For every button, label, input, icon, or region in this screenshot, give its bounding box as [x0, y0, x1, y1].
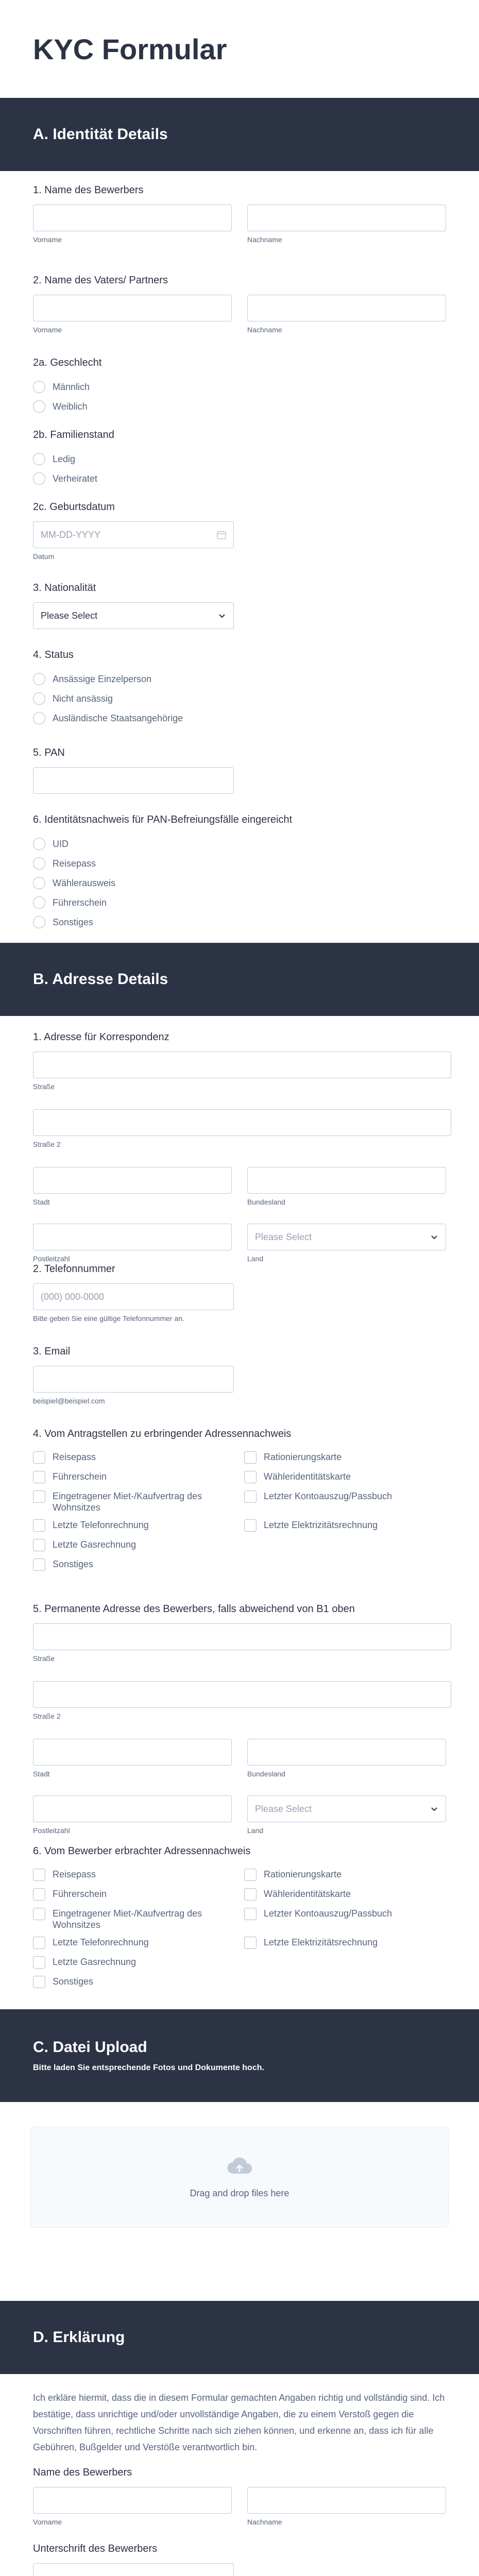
section-d-body [0, 2374, 479, 2576]
b1-city-input[interactable] [33, 1167, 232, 1194]
radio-label: Wählerausweis [53, 877, 116, 888]
b5-street2-sublabel: Straße 2 [33, 1712, 61, 1720]
checkbox-label: Letzte Elektrizitätsrechnung [264, 1520, 378, 1530]
a1-last-name-input[interactable] [247, 205, 446, 231]
checkbox[interactable] [244, 1451, 256, 1464]
radio-circle[interactable] [33, 381, 45, 393]
b3-question [33, 1346, 446, 1428]
checkbox-option[interactable] [33, 1487, 244, 1516]
checkbox-option[interactable] [33, 1516, 244, 1536]
section-b-body [0, 1016, 479, 2009]
radio-circle[interactable] [33, 400, 45, 413]
b1-street-input[interactable] [33, 1052, 451, 1078]
checkbox-label: Letzte Gasrechnung [53, 1957, 136, 1967]
radio-option[interactable] [33, 469, 446, 488]
upload-text: Drag and drop files here [190, 2188, 289, 2198]
a2a-question [33, 357, 446, 429]
radio-label: Ansässige Einzelperson [53, 673, 152, 684]
radio-label: Verheiratet [53, 473, 98, 484]
a4-label: 4. Status [33, 649, 74, 660]
a1-first-sublabel: Vorname [33, 235, 62, 244]
section-c-body [0, 2102, 479, 2301]
radio-circle[interactable] [33, 673, 45, 685]
checkbox[interactable] [244, 1519, 256, 1532]
checkbox-option[interactable] [244, 1468, 455, 1487]
checkbox[interactable] [33, 1908, 45, 1920]
chevron-down-icon [430, 1233, 438, 1241]
d-last-name-input[interactable] [247, 2487, 446, 2514]
phone-sublabel: Bitte geben Sie eine gültige Telefonnummer an. [33, 1314, 184, 1323]
b5-zip-sublabel: Postleitzahl [33, 1826, 70, 1835]
checkbox-option[interactable] [33, 1536, 244, 1555]
a2a-label: 2a. Geschlecht [33, 357, 102, 368]
b1-street2-input[interactable] [33, 1109, 451, 1136]
checkbox[interactable] [33, 1956, 45, 1969]
checkbox-label: Letzte Telefonrechnung [53, 1937, 149, 1947]
b5-country-select[interactable] [247, 1795, 446, 1822]
b1-street-sublabel: Straße [33, 1082, 55, 1091]
checkbox-option[interactable] [244, 1934, 455, 1953]
checkbox-option[interactable] [244, 1866, 455, 1885]
checkbox-option[interactable] [33, 1885, 244, 1905]
b5-street-sublabel: Straße [33, 1654, 55, 1663]
d-first-name-input[interactable] [33, 2487, 232, 2514]
b1-state-input[interactable] [247, 1167, 446, 1194]
radio-circle[interactable] [33, 453, 45, 465]
section-a-header [0, 98, 479, 171]
a6-question [33, 814, 446, 943]
radio-circle[interactable] [33, 896, 45, 909]
section-b-header [0, 943, 479, 1016]
b5-city-input[interactable] [33, 1739, 232, 1766]
radio-circle[interactable] [33, 838, 45, 850]
radio-label: Sonstiges [53, 917, 94, 927]
radio-option[interactable] [33, 689, 446, 708]
b5-state-sublabel: Bundesland [247, 1770, 285, 1778]
b5-label: 5. Permanente Adresse des Bewerbers, falls abweichend von B1 oben [33, 1603, 355, 1615]
checkbox[interactable] [33, 1558, 45, 1571]
radio-label: Ledig [53, 453, 76, 464]
d-last-sublabel: Nachname [247, 2518, 282, 2526]
b5-street2-input[interactable] [33, 1681, 451, 1708]
b1-country-placeholder: Please Select [255, 1231, 312, 1242]
a1-question [33, 184, 446, 275]
b1-question [33, 1031, 446, 1263]
email-sublabel: beispiel@beispiel.com [33, 1397, 105, 1405]
checkbox-option[interactable] [33, 1555, 244, 1575]
a2-question [33, 275, 446, 357]
b2-label: 2. Telefonnummer [33, 1263, 115, 1275]
b5-country-sublabel: Land [247, 1826, 264, 1835]
checkbox-label: Rationierungskarte [264, 1869, 342, 1879]
checkbox-option[interactable] [244, 1885, 455, 1905]
checkbox-option[interactable] [33, 1866, 244, 1885]
cloud-upload-icon [226, 2156, 253, 2177]
b1-street2-sublabel: Straße 2 [33, 1140, 61, 1148]
a6-label: 6. Identitätsnachweis für PAN-Befreiungsfälle eingereicht [33, 814, 293, 825]
checkbox-label: Letzte Gasrechnung [53, 1539, 136, 1550]
signature-pad[interactable] [33, 2563, 234, 2576]
checkbox-label: Letzte Elektrizitätsrechnung [264, 1937, 378, 1947]
checkbox-option[interactable] [33, 1448, 244, 1468]
b4-question [33, 1428, 446, 1603]
b5-country-placeholder: Please Select [255, 1803, 312, 1814]
checkbox[interactable] [244, 1908, 256, 1920]
a5-label: 5. PAN [33, 747, 65, 758]
radio-label: Weiblich [53, 401, 88, 412]
a1-last-sublabel: Nachname [247, 235, 282, 244]
checkbox-label: Letzte Telefonrechnung [53, 1520, 149, 1530]
a2-first-name-input[interactable] [33, 295, 232, 321]
b1-country-sublabel: Land [247, 1255, 264, 1263]
b6-label: 6. Vom Bewerber erbrachter Adressennachweis [33, 1845, 251, 1857]
radio-option[interactable] [33, 893, 446, 912]
b1-state-sublabel: Bundesland [247, 1198, 285, 1206]
section-d-title: D. Erklärung [33, 2329, 125, 2346]
page-title: KYC Formular [33, 33, 227, 65]
section-c-subtitle: Bitte laden Sie entsprechende Fotos und Dokumente hoch. [33, 2063, 264, 2072]
checkbox-label: Letzter Kontoauszug/Passbuch [264, 1908, 392, 1919]
radio-circle[interactable] [33, 877, 45, 889]
a5-question [33, 747, 446, 814]
radio-option[interactable] [33, 377, 446, 397]
checkbox[interactable] [244, 1869, 256, 1881]
checkbox-label: Wähleridentitätskarte [264, 1889, 351, 1899]
a2-last-name-input[interactable] [247, 295, 446, 321]
section-c-header [0, 2009, 479, 2102]
section-d-header [0, 2301, 479, 2374]
a4-question [33, 649, 446, 747]
radio-option[interactable] [33, 449, 446, 469]
phone-input[interactable] [33, 1283, 234, 1310]
calendar-icon[interactable] [216, 530, 227, 540]
b5-question [33, 1603, 446, 1845]
section-b-title: B. Adresse Details [33, 971, 168, 988]
radio-option[interactable] [33, 854, 446, 873]
b5-street-input[interactable] [33, 1623, 451, 1650]
a2-last-sublabel: Nachname [247, 326, 282, 334]
a1-label: 1. Name des Bewerbers [33, 184, 144, 196]
birthdate-sublabel: Datum [33, 552, 55, 561]
b2-question [33, 1263, 446, 1346]
chevron-down-icon [218, 612, 226, 620]
checkbox[interactable] [33, 1539, 45, 1551]
checkbox[interactable] [244, 1490, 256, 1503]
nationality-select[interactable] [33, 602, 234, 629]
checkbox-option[interactable] [244, 1487, 455, 1516]
checkbox[interactable] [33, 1869, 45, 1881]
radio-label: Ausländische Staatsangehörige [53, 713, 183, 723]
checkbox-option[interactable] [244, 1448, 455, 1468]
checkbox-option[interactable] [244, 1905, 455, 1934]
b3-label: 3. Email [33, 1346, 71, 1357]
radio-label: Männlich [53, 381, 90, 392]
checkbox-label: Führerschein [53, 1471, 107, 1482]
checkbox-label: Reisepass [53, 1869, 96, 1879]
d-first-sublabel: Vorname [33, 2518, 62, 2526]
nationality-selected-value: Please Select [41, 610, 98, 621]
b1-zip-input[interactable] [33, 1224, 232, 1250]
checkbox-option[interactable] [33, 1934, 244, 1953]
radio-option[interactable] [33, 708, 446, 728]
checkbox-label: Eingetragener Miet-/Kaufvertrag des Wohnsitzes [53, 1491, 202, 1513]
b5-state-input[interactable] [247, 1739, 446, 1766]
radio-label: Reisepass [53, 858, 96, 869]
checkbox-option[interactable] [33, 1905, 244, 1934]
section-a-title: A. Identität Details [33, 126, 168, 143]
checkbox-label: Sonstiges [53, 1559, 94, 1569]
checkbox[interactable] [33, 1888, 45, 1901]
radio-circle[interactable] [33, 916, 45, 928]
checkbox-label: Sonstiges [53, 1976, 94, 1987]
a3-label: 3. Nationalität [33, 582, 96, 594]
radio-circle[interactable] [33, 712, 45, 724]
radio-circle[interactable] [33, 857, 45, 870]
checkbox[interactable] [33, 1490, 45, 1503]
a3-question [33, 582, 446, 649]
checkbox-option[interactable] [33, 1973, 244, 1992]
checkbox-label: Führerschein [53, 1889, 107, 1899]
checkbox-label: Eingetragener Miet-/Kaufvertrag des Wohnsitzes [53, 1908, 202, 1930]
a2-label: 2. Name des Vaters/ Partners [33, 275, 168, 286]
checkbox[interactable] [244, 1888, 256, 1901]
checkbox[interactable] [33, 1519, 45, 1532]
b6-question [33, 1845, 446, 2009]
radio-label: Führerschein [53, 897, 107, 908]
checkbox-label: Wähleridentitätskarte [264, 1471, 351, 1482]
radio-circle[interactable] [33, 472, 45, 485]
d-name-label: Name des Bewerbers [33, 2467, 132, 2478]
radio-option[interactable] [33, 873, 446, 893]
checkbox[interactable] [33, 1451, 45, 1464]
birthdate-field [33, 521, 234, 561]
b1-country-select[interactable] [247, 1224, 446, 1250]
b4-checkbox-grid [33, 1448, 446, 1575]
b4-label: 4. Vom Antragstellen zu erbringender Adressennachweis [33, 1428, 292, 1439]
radio-label: Nicht ansässig [53, 693, 113, 704]
email-input[interactable] [33, 1366, 234, 1393]
b1-zip-sublabel: Postleitzahl [33, 1255, 70, 1263]
b1-label: 1. Adresse für Korrespondenz [33, 1031, 169, 1043]
checkbox-label: Letzter Kontoauszug/Passbuch [264, 1491, 392, 1501]
b1-city-sublabel: Stadt [33, 1198, 50, 1206]
declaration-text: Ich erkläre hiermit, dass die in diesem Formular gemachten Angaben richtig und vollständig sind. Ich bestätige, dass unrichtige und/oder unvollständige Angaben, die zu einem Verstoß gegen die Vorschriften führen, rechtliche Schritte nach sich ziehen können, und erkenne an, dass ich für alle Gebühren, Bußgelder und Verstöße verantwortlich bin. [33, 2393, 445, 2452]
radio-label: UID [53, 838, 69, 849]
checkbox[interactable] [33, 1471, 45, 1483]
birthdate-input[interactable] [33, 521, 234, 548]
checkbox[interactable] [244, 1471, 256, 1483]
radio-circle[interactable] [33, 692, 45, 705]
chevron-down-icon [430, 1805, 438, 1813]
a2b-label: 2b. Familienstand [33, 429, 114, 440]
checkbox[interactable] [33, 1937, 45, 1949]
checkbox-option[interactable] [33, 1953, 244, 1973]
a2-first-sublabel: Vorname [33, 326, 62, 334]
b5-zip-input[interactable] [33, 1795, 232, 1822]
b6-checkbox-grid [33, 1866, 446, 1992]
pan-input[interactable] [33, 767, 234, 794]
signature-label: Unterschrift des Bewerbers [33, 2543, 158, 2554]
file-upload-dropzone[interactable] [30, 2127, 449, 2228]
a2c-question [33, 501, 446, 582]
d-name-question [33, 2467, 446, 2543]
radio-option[interactable] [33, 397, 446, 416]
checkbox-label: Rationierungskarte [264, 1452, 342, 1462]
radio-option[interactable] [33, 669, 446, 689]
section-c-title: C. Datei Upload [33, 2039, 147, 2056]
checkbox-option[interactable] [33, 1468, 244, 1487]
a2c-label: 2c. Geburtsdatum [33, 501, 115, 513]
checkbox-option[interactable] [244, 1516, 455, 1536]
checkbox[interactable] [33, 1976, 45, 1988]
section-a-body [0, 171, 479, 943]
a2b-question [33, 429, 446, 501]
a1-first-name-input[interactable] [33, 205, 232, 231]
signature-question [33, 2543, 446, 2576]
checkbox[interactable] [244, 1937, 256, 1949]
b5-city-sublabel: Stadt [33, 1770, 50, 1778]
checkbox-label: Reisepass [53, 1452, 96, 1462]
radio-option[interactable] [33, 834, 446, 854]
radio-option[interactable] [33, 912, 446, 932]
